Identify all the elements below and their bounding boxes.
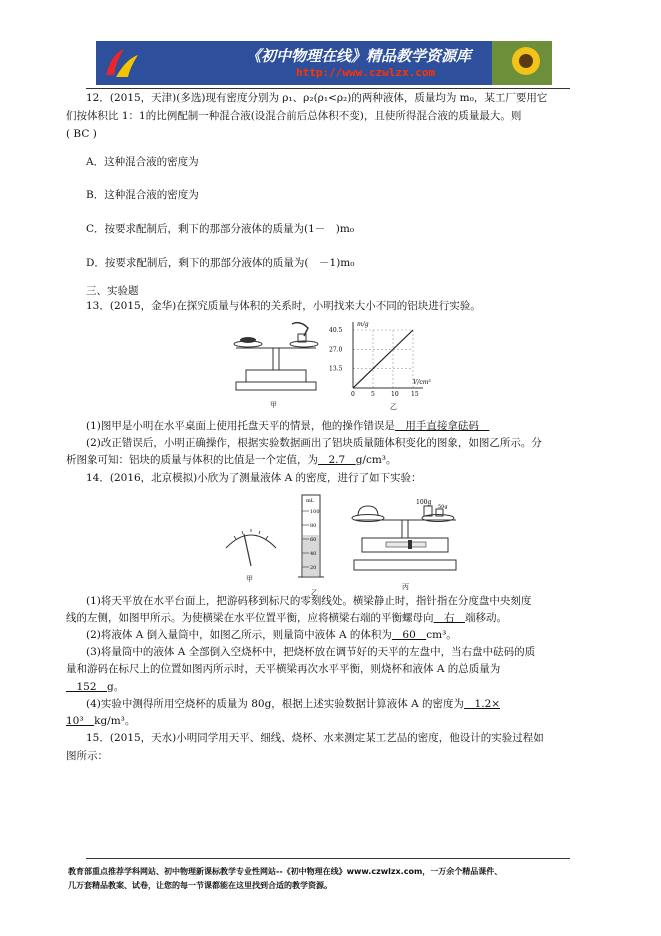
- q12-answer: ( BC ): [66, 128, 97, 140]
- q14-part3-answer: 152: [66, 681, 108, 693]
- y-tick-label: 27.0: [329, 346, 343, 354]
- q14-part3-line3: [66, 680, 124, 694]
- x-axis-label: V/cm³: [413, 379, 431, 386]
- cylinder-tick-label: 60: [310, 537, 317, 543]
- q12-option-c: C．按要求配制后，剩下的那部分液体的质量为(1－ )m₀: [86, 223, 355, 235]
- q13-part2-text: 析图象可知：铝块的质量与体积的比值是一个定值，为: [66, 454, 318, 466]
- x-tick-label: 0: [351, 391, 355, 398]
- q14-part1-line1: (1)将天平放在水平台面上，把游码移到标尺的零刻线处。横梁静止时，指针指在分度盘中央刻度: [86, 595, 532, 607]
- cylinder-unit: mL: [306, 498, 315, 504]
- q14-balance-figure: [346, 496, 464, 580]
- q13-fig-label-jia: 甲: [270, 401, 277, 409]
- q13-stem: 13．(2015，金华)在探究质量与体积的关系时，小明找来大小不同的铝块进行实验。: [86, 300, 481, 312]
- x-tick-label: 15: [411, 391, 419, 398]
- footer-line1: 教育部重点推荐学科网站、初中物理新课标教学专业性网站--《初中物理在线》www.czwlzx.com，一万余个精品课件、: [68, 867, 503, 876]
- mass-volume-line: [353, 330, 413, 388]
- sunflower-image: [492, 41, 552, 85]
- q14-fig-label-jia: 甲: [246, 575, 253, 583]
- weight-100g-label: 100g: [416, 499, 432, 506]
- y-axis-label: m/g: [357, 321, 369, 328]
- header-rule: [86, 88, 570, 89]
- section-heading: 三、实验题: [86, 285, 139, 297]
- cylinder-tick-label: 80: [310, 523, 317, 529]
- q13-part2-answer: 2.7: [318, 454, 356, 466]
- q14-part3-unit: g。: [107, 681, 125, 693]
- q12-stem-line1: 12．(2015，天津)(多选)现有密度分别为 ρ₁、ρ₂(ρ₁<ρ₂)的两种液体，质量均为 m₀，某工厂要用它: [86, 92, 548, 104]
- q14-part1-tail: 端移动。: [465, 612, 507, 624]
- banner-url[interactable]: http://www.czwlzx.com: [296, 66, 436, 79]
- q12-option-a: A．这种混合液的密度为: [86, 156, 199, 168]
- q14-part2-answer: 60: [391, 629, 427, 641]
- site-logo: [102, 45, 142, 81]
- q13-part1: [86, 419, 489, 433]
- q14-part4-text: (4)实验中测得所用空烧杯的质量为 80g，根据上述实验数据计算液体 A 的密度为: [86, 698, 465, 710]
- q13-part2-line1: (2)改正错误后，小明正确操作，根据实验数据画出了铝块质量随体积变化的图象，如图乙所示。分: [86, 437, 542, 449]
- cylinder-tick-label: 100: [310, 509, 320, 515]
- q14-part2-text: (2)将液体 A 倒入量筒中，如图乙所示，则量筒中液体 A 的体积为: [86, 629, 392, 641]
- q14-stem: 14．(2016，北京模拟)小欣为了测量液体 A 的密度，进行了如下实验：: [86, 472, 422, 484]
- q13-part1-answer: 用手直接拿砝码: [394, 420, 490, 432]
- q14-part4-unit: kg/m³。: [94, 715, 136, 727]
- q13-part2-line2: [66, 453, 397, 467]
- x-tick-label: 5: [371, 391, 375, 398]
- q14-part4-line2: [66, 714, 135, 728]
- q14-part4-answer-a: 1.2×: [464, 698, 501, 710]
- q13-balance-figure: [226, 318, 326, 398]
- q14-part4-line1: [86, 697, 500, 711]
- x-tick-label: 10: [391, 391, 399, 398]
- q14-part2: [86, 628, 457, 642]
- footer-line2: 几万套精品教案、试卷，让您的每一节课都能在这里找到合适的教学资源。: [68, 881, 332, 890]
- q14-part2-unit: cm³。: [426, 629, 457, 641]
- cylinder-tick-label: 20: [310, 565, 317, 571]
- q12-option-d: D．按要求配制后，剩下的那部分液体的质量为( －1)m₀: [86, 257, 355, 269]
- q13-fig-label-yi: 乙: [390, 403, 397, 411]
- q14-cylinder-figure: [296, 491, 330, 583]
- q14-part3-line1: (3)将量筒中的液体 A 全部倒入空烧杯中，把烧杯放在调节好的天平的左盘中，当右盘中砝码的质: [86, 646, 536, 658]
- y-tick-label: 40.5: [329, 327, 343, 334]
- q14-part3-line2: 量和游码在标尺上的位置如图丙所示时，天平横梁再次水平平衡，则烧杯和液体 A 的总质量为: [66, 663, 501, 675]
- q13-mass-volume-chart: [327, 318, 437, 400]
- q15-stem-line1: 15．(2015，天水)小明同学用天平、细线、烧杯、水来测定某工艺品的密度，他设计的实验过程如: [86, 732, 544, 744]
- q12-option-b: B．这种混合液的密度为: [86, 189, 199, 201]
- q12-stem-line2: 们按体积比 1：1的比例配制一种混合液(设混合前后总体积不变)，且使所得混合液的质量最大。则: [66, 110, 522, 122]
- header-banner: [96, 41, 552, 85]
- y-tick-label: 13.5: [329, 365, 343, 373]
- q14-part1-answer: 右: [433, 612, 465, 624]
- q14-fig-label-yi: 乙: [311, 589, 318, 597]
- q14-dial-figure: [222, 522, 280, 568]
- q14-fig-label-bing: 丙: [402, 583, 409, 591]
- cylinder-tick-label: 40: [310, 551, 317, 557]
- q14-part4-answer-b: 10³: [66, 715, 95, 727]
- q13-part2-unit: g/cm³。: [355, 454, 397, 466]
- q14-part1-line2: [66, 611, 507, 625]
- banner-title: 《初中物理在线》精品教学资源库: [246, 47, 472, 65]
- weight-50g-label: 50g: [438, 504, 448, 510]
- q15-stem-line2: 图所示：: [66, 750, 108, 762]
- q13-part1-text: (1)图甲是小明在水平桌面上使用托盘天平的情景，他的操作错误是: [86, 420, 395, 432]
- footer-rule: [86, 858, 570, 859]
- q14-part1-text: 线的左侧，如图甲所示。为使横梁在水平位置平衡，应将横梁右端的平衡螺母向: [66, 612, 434, 624]
